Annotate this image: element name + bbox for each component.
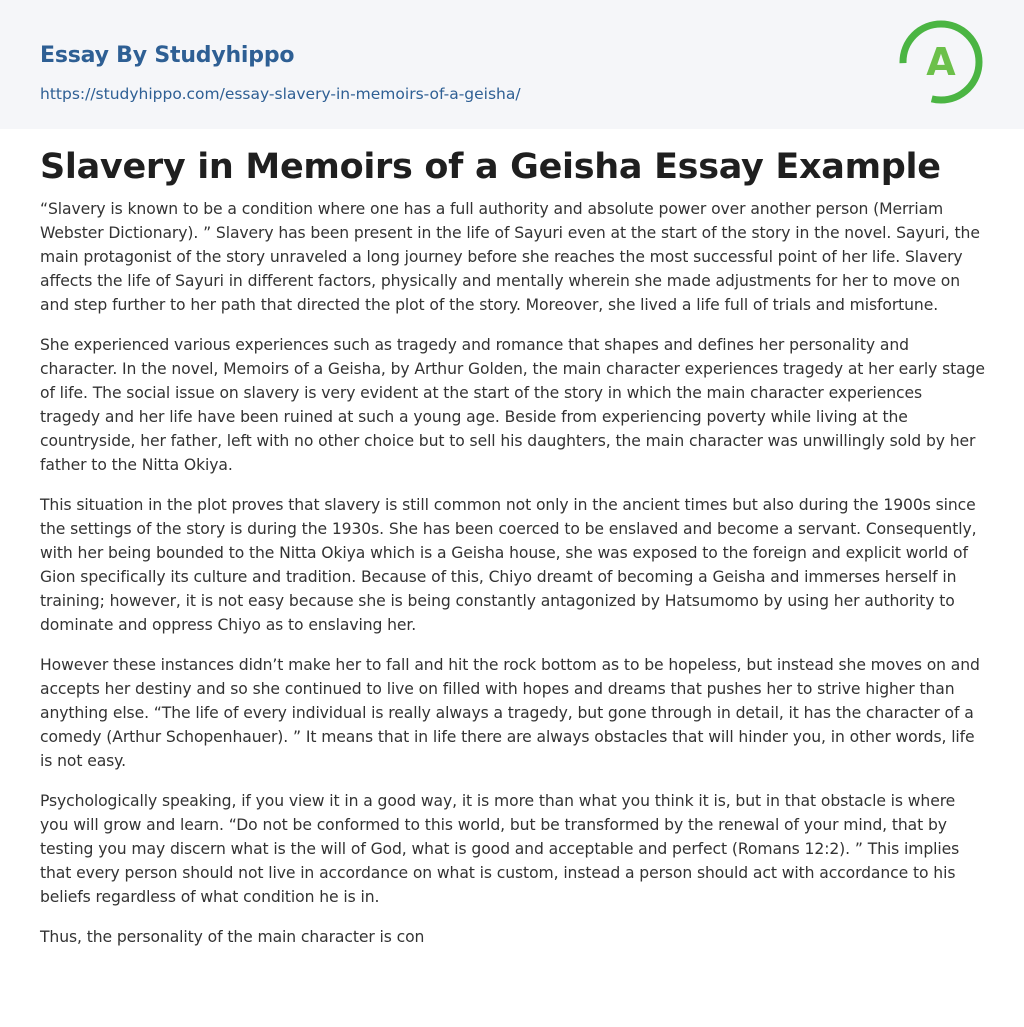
studyhippo-logo[interactable]: [898, 19, 984, 105]
logo-letter: A: [926, 40, 956, 84]
article-paragraph: She experienced various experiences such as tragedy and romance that shapes and defines her personality and character. In the novel, Memoirs of a Geisha, by Arthur Golden, the main character experiences tragedy at her early stage of life. The social issue on slavery is very evident at the start of the story in which the main character experiences tragedy and her life have been ruined at such a young age. Beside from experiencing poverty while living at the countryside, her father, left with no other choice but to sell his daughters, the main character was unwillingly sold by her father to the Nitta Okiya.: [40, 336, 985, 474]
site-brand[interactable]: Essay By Studyhippo: [40, 43, 295, 68]
article-paragraph: Psychologically speaking, if you view it in a good way, it is more than what you think it is, but in that obstacle is where you will grow and learn. “Do not be conformed to this world, but be transformed by the renewal of your mind, that by testing you may discern what is the will of God, what is good and acceptable and perfect (Romans 12:2). ” This implies that every person should not live in accordance on what is custom, instead a person should act with accordance to his beliefs regardless of what condition he is in.: [40, 792, 960, 906]
site-header: [0, 0, 1024, 129]
essay-url-link[interactable]: https://studyhippo.com/essay-slavery-in-memoirs-of-a-geisha/: [40, 85, 521, 103]
article-paragraph: “Slavery is known to be a condition where one has a full authority and absolute power over another person (Merriam Webster Dictionary). ” Slavery has been present in the life of Sayuri even at the start of the story in the novel. Sayuri, the main protagonist of the story unraveled a long journey before she reaches the most successful point of her life. Slavery affects the life of Sayuri in different factors, physically and mentally wherein she made adjustments for her to move on and step further to her path that directed the plot of the story. Moreover, she lived a life full of trials and misfortune.: [40, 200, 980, 314]
article-title: Slavery in Memoirs of a Geisha Essay Example: [40, 147, 941, 187]
logo-a-icon: [898, 19, 984, 105]
article-paragraph: Thus, the personality of the main character is con: [40, 928, 425, 946]
article-paragraph: This situation in the plot proves that slavery is still common not only in the ancient times but also during the 1900s since the settings of the story is during the 1930s. She has been coerced to be enslaved and become a servant. Consequently, with her being bounded to the Nitta Okiya which is a Geisha house, she was exposed to the foreign and explicit world of Gion specifically its culture and tradition. Because of this, Chiyo dreamt of becoming a Geisha and immerses herself in training; however, it is not easy because she is being constantly antagonized by Hatsumomo by using her authority to dominate and oppress Chiyo as to enslaving her.: [40, 496, 977, 634]
article-content: [0, 145, 1024, 949]
article-paragraph: However these instances didn’t make her to fall and hit the rock bottom as to be hopeless, but instead she moves on and accepts her destiny and so she continued to live on filled with hopes and dreams that pushes her to strive higher than anything else. “The life of every individual is really always a tragedy, but gone through in detail, it has the character of a comedy (Arthur Schopenhauer). ” It means that in life there are always obstacles that will hinder you, in other words, life is not easy.: [40, 656, 980, 770]
